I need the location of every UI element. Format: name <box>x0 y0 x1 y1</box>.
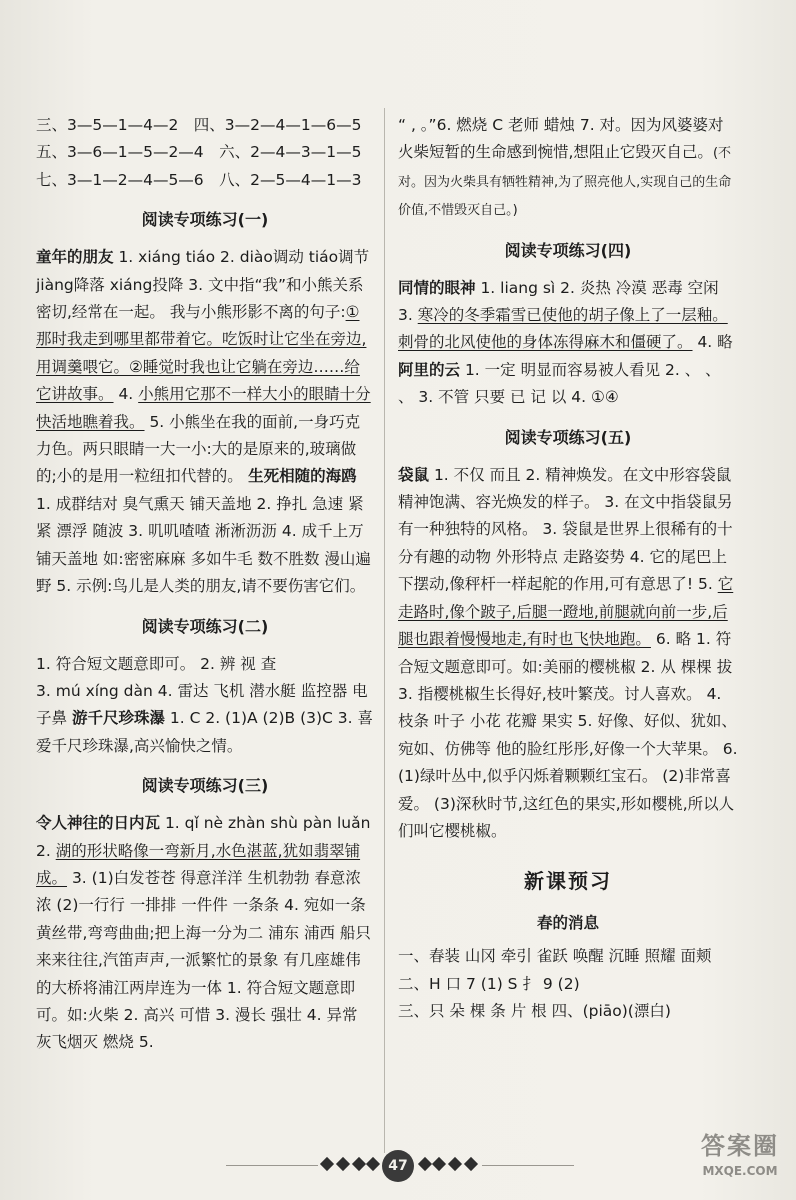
right-column <box>398 112 738 1026</box>
passage-title: 同情的眼神 <box>398 278 476 297</box>
answer-text: 1. 一定 明显而容易被人看见 2. 、 、 、 3. 不管 只要 已 记 以 4. ①④ <box>398 360 721 407</box>
underlined-answer: 湖的形状略像一弯新月,水色湛蓝,犹如翡翠铺成。 <box>36 841 361 887</box>
underlined-answer: 小熊用它那不一样大小的眼睛十分快活地瞧着我。 <box>36 385 371 431</box>
diamond-ornament <box>366 1157 380 1171</box>
section-heading: 阅读专项练习(五) <box>504 427 632 447</box>
answer-text: “ , 。”6. 燃烧 C 老师 蜡烛 7. 对。因为风婆婆对火柴短暂的生命感到惋惜,想阻止它毁灭自己。 <box>398 116 724 162</box>
answer-text: 5. 小熊坐在我的面前,一身巧克力色。两只眼睛一大一小:大的是原来的,玻璃做的;小的是用一粒纽扣代替的。 <box>36 412 361 486</box>
watermark-url: MXQE.COM <box>702 1164 778 1178</box>
section-body <box>36 810 374 1057</box>
diamond-ornament <box>432 1157 446 1171</box>
passage-title: 童年的朋友 <box>36 248 114 267</box>
section-body <box>398 275 738 412</box>
diamond-ornament <box>464 1157 478 1171</box>
footer-rule <box>226 1165 318 1166</box>
answer-text: 1. 成群结对 臭气熏天 铺天盖地 2. 挣扎 急速 紧紧 漂浮 随波 3. 叽叽喳喳 淅淅沥沥 4. 成千上万 铺天盖地 如:密密麻麻 多如牛毛 数不胜数 漫山遍野 5. 示例:鸟儿是人类的朋友,请不要伤害它们。 <box>36 494 371 596</box>
underlined-answer: ①那时我走到哪里都带着它。吃饭时让它坐在旁边,用调羹喂它。②睡觉时我也让它躺在旁边……给它讲故事。 <box>36 303 367 404</box>
answer-text: 1. qǐ nè zhàn shù pàn luǎn 2. <box>36 814 371 860</box>
section-heading: 阅读专项练习(四) <box>504 240 632 260</box>
passage-title: 生死相随的海鸥 <box>242 467 357 486</box>
answer-text: 4. 略 <box>692 333 733 352</box>
diamond-ornament <box>448 1157 462 1171</box>
diamond-ornament <box>352 1157 366 1171</box>
answer-text: 1. xiáng tiáo 2. diào调动 tiáo调节 jiàng降落 xiáng投降 3. 文中指“我”和小熊关系密切,经常在一起。 我与小熊形影不离的句子: <box>36 248 370 322</box>
left-column <box>36 112 374 1057</box>
answer-text: 3. mú xíng dàn 4. 雷达 飞机 潜水艇 监控器 电子鼻 <box>36 681 368 728</box>
section-heading: 阅读专项练习(二) <box>141 616 269 636</box>
answer-line: 三、3—5—1—4—2 四、3—2—4—1—6—5 <box>36 116 362 134</box>
answer-line: 五、3—6—1—5—2—4 六、2—4—3—1—5 <box>36 143 362 162</box>
answer-text: 6. 略 1. 符合短文题意即可。如:美丽的樱桃椒 2. 从 棵棵 拔 3. 指樱桃椒生长得好,枝叶繁茂。讨人喜欢。 4. 枝条 叶子 小花 花瓣 果实 5. 好像、好似、犹如、宛如、仿佛等 他的脸红彤彤,好像一个大苹果。 6. (1)绿叶丛中,似乎闪烁着颗颗红宝石。 (2)非常喜爱。 (3)深秋时节,这红色的果实,形如樱桃,所以人们叫它樱桃椒。 <box>398 630 738 840</box>
answer-line: 一、春装 山冈 牵引 雀跃 唤醒 沉睡 照耀 面颊 二、H 口 7 (1) S 扌 9 (2) <box>398 947 712 993</box>
answer-text: 1. C 2. (1)A (2)B (3)C 3. 喜爱千尺珍珠瀑,高兴愉快之情。 <box>36 709 373 755</box>
section-body <box>36 244 374 600</box>
diamond-ornament <box>418 1157 432 1171</box>
answer-note: (不对。因为火柴具有牺牲精神,为了照亮他人,实现自己的生命价值,不惜毁灭自己。) <box>398 146 732 219</box>
answer-line: 七、3—1—2—4—5—6 八、2—5—4—1—3 <box>36 170 362 189</box>
passage-title: 阿里的云 <box>398 360 461 379</box>
footer-rule <box>482 1165 574 1166</box>
passage-title: 游千尺珍珠瀑 <box>71 709 165 728</box>
lesson-title: 春的消息 <box>536 914 599 933</box>
passage-title: 袋鼠 <box>398 465 430 484</box>
underlined-answer: 它走路时,像个跛子,后腿一蹬地,前腿就向前一步,后腿也跟着慢慢地走,有时也飞快地跑。 <box>398 575 734 649</box>
section-body <box>398 462 738 846</box>
section-heading: 阅读专项练习(一) <box>141 210 269 230</box>
section-body <box>36 678 374 760</box>
answer-text: 3. (1)白发苍苍 得意洋洋 生机勃勃 春意浓浓 (2)一行行 一排排 一件件 一条条 4. 宛如一条黄丝带,弯弯曲曲;把上海一分为二 浦东 浦西 船只来来往往,汽笛声声,一派繁忙的景象 有几座雄伟的大桥将浦江两岸连为一体 1. 符合短文题意即可。如:火柴 2. 高兴 可惜 3. 漫长 强壮 4. 异常 灰飞烟灭 燃烧 5. <box>36 868 371 1052</box>
section-body <box>398 112 738 225</box>
answer-line: 1. 符合短文题意即可。 2. 辨 视 查 <box>36 654 277 673</box>
watermark <box>690 1128 790 1196</box>
preview-heading: 新课预习 <box>524 869 612 894</box>
section-heading: 阅读专项练习(三) <box>141 776 269 796</box>
watermark-logo: 答案圈 <box>701 1132 779 1160</box>
page-footer <box>0 1148 796 1184</box>
underlined-answer: 寒冷的冬季霜雪已使他的胡子像上了一层釉。刺骨的北风使他的身体冻得麻木和僵硬了。 <box>398 306 728 352</box>
answer-line: 三、只 朵 棵 条 片 根 四、(piāo)(漂白) <box>398 1002 671 1021</box>
passage-title: 令人神往的日内瓦 <box>36 814 161 833</box>
diamond-ornament <box>336 1157 350 1171</box>
answer-text: 4. <box>113 385 139 404</box>
diamond-ornament <box>320 1157 334 1171</box>
answer-text: 1. liang sì 2. 炎热 冷漠 恶毒 空闲 3. <box>398 278 719 325</box>
answer-text: 1. 不仅 而且 2. 精神焕发。在文中形容袋鼠精神饱满、容光焕发的样子。 3. 在文中指袋鼠另有一种独特的风格。 3. 袋鼠是世界上很稀有的十分有趣的动物 外形特点 走路姿势 4. 它的尾巴上下摆动,像秤杆一样起舵的作用,可有意思了! 5. <box>398 465 733 594</box>
column-divider <box>384 108 385 1153</box>
page-number: 47 <box>382 1150 414 1182</box>
